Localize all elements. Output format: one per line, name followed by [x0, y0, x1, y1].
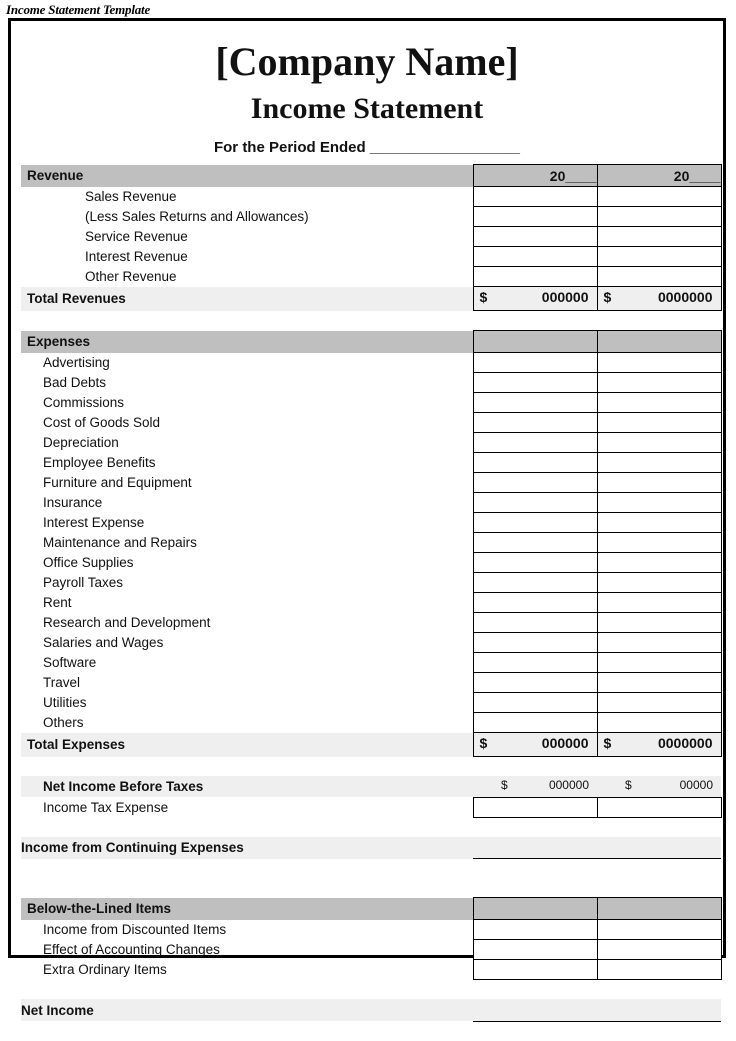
below-the-line-item-1-year1-input[interactable]: [473, 940, 597, 960]
below-the-line-item-label: Extra Ordinary Items: [43, 962, 167, 977]
total-revenues-year1[interactable]: [473, 287, 597, 311]
expense-item-label: Research and Development: [43, 615, 211, 630]
document-tab-label: Income Statement Template: [6, 2, 151, 17]
table-row: [21, 207, 721, 227]
expense-item-12-year2-input[interactable]: [597, 593, 721, 613]
expenses-header-year1-cell: [473, 331, 597, 353]
expense-item-2-year1-input[interactable]: [473, 393, 597, 413]
expense-item-label: Software: [43, 655, 97, 670]
net-income-rule-year2: [597, 1021, 721, 1041]
expense-item-label: Rent: [43, 595, 72, 610]
expense-item-label: Bad Debts: [43, 375, 107, 390]
expense-item-label: Insurance: [43, 495, 103, 510]
period-blank[interactable]: __________________: [369, 139, 521, 156]
revenue-item-4-year1-input[interactable]: [473, 267, 597, 287]
table-row: [21, 373, 721, 393]
expense-item-8-year1-input[interactable]: [473, 513, 597, 533]
expense-item-1-year2-input[interactable]: [597, 373, 721, 393]
revenue-item-label: Service Revenue: [85, 229, 188, 244]
currency-symbol: $: [479, 289, 488, 305]
income-tax-expense-row: [21, 797, 721, 817]
year1-header[interactable]: 20____: [473, 165, 597, 187]
period-label: For the Period Ended: [213, 139, 366, 156]
period-line: [21, 139, 713, 156]
expense-item-label: Interest Expense: [43, 515, 145, 530]
below-the-line-item-2-year1-input[interactable]: [473, 960, 597, 980]
net-income-year2-cell[interactable]: [597, 999, 721, 1021]
below-the-line-item-2-year2-input[interactable]: [597, 960, 721, 980]
total-expenses-year2-value: 0000000: [657, 735, 713, 751]
expense-item-label: Cost of Goods Sold: [43, 415, 161, 430]
expense-item-0-year2-input[interactable]: [597, 353, 721, 373]
total-revenues-row: [21, 287, 721, 311]
expenses-section-header: [21, 331, 721, 353]
continuing-rule-year2: [597, 859, 721, 879]
expense-item-14-year1-input[interactable]: [473, 633, 597, 653]
total-revenues-year1-value: 000000: [541, 289, 589, 305]
expense-item-13-year2-input[interactable]: [597, 613, 721, 633]
table-row: [21, 393, 721, 413]
income-tax-expense-year1-input[interactable]: [473, 797, 597, 817]
expense-item-label: Payroll Taxes: [43, 575, 124, 590]
currency-symbol: $: [625, 778, 632, 792]
table-row: [21, 593, 721, 613]
net-income-before-taxes-year2[interactable]: [597, 776, 721, 797]
total-expenses-year1-value: 000000: [541, 735, 589, 751]
net-income-row: [21, 999, 721, 1021]
net-income-before-taxes-row: [21, 776, 721, 797]
continuing-rule-year1: [473, 859, 597, 879]
below-the-line-section-header: [21, 898, 721, 920]
table-row: [21, 493, 721, 513]
revenue-item-1-year2-input[interactable]: [597, 207, 721, 227]
expense-item-1-year1-input[interactable]: [473, 373, 597, 393]
below-the-line-heading: Below-the-Lined Items: [27, 901, 172, 916]
statement-sheet: [8, 18, 726, 1018]
revenue-heading: Revenue: [27, 168, 84, 183]
table-row: [21, 573, 721, 593]
revenue-item-2-year2-input[interactable]: [597, 227, 721, 247]
currency-symbol: $: [603, 289, 612, 305]
table-row: [21, 940, 721, 960]
total-revenues-year2-value: 0000000: [657, 289, 713, 305]
expense-item-14-year2-input[interactable]: [597, 633, 721, 653]
expense-item-5-year2-input[interactable]: [597, 453, 721, 473]
table-row: [21, 247, 721, 267]
revenue-item-0-year2-input[interactable]: [597, 187, 721, 207]
expense-item-label: Maintenance and Repairs: [43, 535, 197, 550]
net-income-before-taxes-year1[interactable]: [473, 776, 597, 797]
table-row: [21, 920, 721, 940]
expense-item-18-year2-input[interactable]: [597, 713, 721, 733]
expense-item-18-year1-input[interactable]: [473, 713, 597, 733]
income-tax-expense-year2-input[interactable]: [597, 797, 721, 817]
expense-item-label: Utilities: [43, 695, 87, 710]
spacer: [21, 311, 721, 331]
table-row: [21, 433, 721, 453]
income-from-continuing-label: Income from Continuing Expenses: [21, 840, 244, 855]
statement-title: Income Statement: [250, 92, 484, 125]
expense-item-0-year1-input[interactable]: [473, 353, 597, 373]
table-row: [21, 553, 721, 573]
table-row: [21, 673, 721, 693]
revenue-item-label: Other Revenue: [85, 269, 177, 284]
expense-item-6-year1-input[interactable]: [473, 473, 597, 493]
table-row: [21, 453, 721, 473]
expense-item-3-year2-input[interactable]: [597, 413, 721, 433]
continuing-rule-row: [21, 859, 721, 879]
revenue-item-1-year1-input[interactable]: [473, 207, 597, 227]
revenue-item-2-year1-input[interactable]: [473, 227, 597, 247]
expense-item-11-year2-input[interactable]: [597, 573, 721, 593]
revenue-item-label: Interest Revenue: [85, 249, 188, 264]
expense-item-label: Others: [43, 715, 84, 730]
continuing-rule-spacer: [21, 859, 473, 879]
table-row: [21, 187, 721, 207]
total-expenses-label: Total Expenses: [27, 737, 126, 752]
table-row: [21, 227, 721, 247]
expense-item-10-year1-input[interactable]: [473, 553, 597, 573]
expense-item-13-year1-input[interactable]: [473, 613, 597, 633]
table-row: [21, 473, 721, 493]
expense-item-4-year2-input[interactable]: [597, 433, 721, 453]
expense-item-7-year1-input[interactable]: [473, 493, 597, 513]
expense-item-3-year1-input[interactable]: [473, 413, 597, 433]
net-income-before-taxes-year2-value: 00000: [679, 778, 713, 792]
total-expenses-row: [21, 733, 721, 757]
expense-item-label: Employee Benefits: [43, 455, 156, 470]
below-the-line-item-label: Effect of Accounting Changes: [43, 942, 220, 957]
revenue-item-3-year1-input[interactable]: [473, 247, 597, 267]
spacer: [21, 878, 721, 898]
expense-item-15-year1-input[interactable]: [473, 653, 597, 673]
expense-item-label: Travel: [43, 675, 81, 690]
expense-item-11-year1-input[interactable]: [473, 573, 597, 593]
below-the-line-header-year1-cell: [473, 898, 597, 920]
expense-item-label: Office Supplies: [43, 555, 134, 570]
expenses-heading: Expenses: [27, 334, 91, 349]
title-block: [21, 27, 713, 156]
table-row: [21, 693, 721, 713]
below-the-line-item-0-year2-input[interactable]: [597, 920, 721, 940]
income-from-continuing-row: [21, 837, 721, 859]
table-row: [21, 413, 721, 433]
table-row: [21, 533, 721, 553]
expense-item-label: Commissions: [43, 395, 125, 410]
currency-symbol: $: [479, 735, 488, 751]
expense-item-17-year1-input[interactable]: [473, 693, 597, 713]
expense-item-5-year1-input[interactable]: [473, 453, 597, 473]
table-row: [21, 513, 721, 533]
expense-item-4-year1-input[interactable]: [473, 433, 597, 453]
income-from-continuing-year1-cell[interactable]: [473, 837, 597, 859]
table-row: [21, 353, 721, 373]
expenses-header-year2-cell: [597, 331, 721, 353]
below-the-line-item-1-year2-input[interactable]: [597, 940, 721, 960]
spacer: [21, 757, 721, 777]
expense-item-label: Advertising: [43, 355, 110, 370]
net-income-rule-row: [21, 1021, 721, 1041]
income-from-continuing-year2-cell[interactable]: [597, 837, 721, 859]
below-the-line-item-label: Income from Discounted Items: [43, 922, 227, 937]
revenue-item-label: Sales Revenue: [85, 189, 177, 204]
table-row: [21, 713, 721, 733]
spacer: [21, 817, 721, 837]
below-the-line-item-0-year1-input[interactable]: [473, 920, 597, 940]
expense-item-2-year2-input[interactable]: [597, 393, 721, 413]
expense-item-15-year2-input[interactable]: [597, 653, 721, 673]
expense-item-label: Salaries and Wages: [43, 635, 164, 650]
net-income-rule-year1: [473, 1021, 597, 1041]
expense-item-12-year1-input[interactable]: [473, 593, 597, 613]
net-income-before-taxes-year1-value: 000000: [548, 778, 589, 792]
expense-item-17-year2-input[interactable]: [597, 693, 721, 713]
below-the-line-header-year2-cell: [597, 898, 721, 920]
total-expenses-year2[interactable]: [597, 733, 721, 757]
table-row: [21, 653, 721, 673]
expense-item-7-year2-input[interactable]: [597, 493, 721, 513]
expense-item-16-year2-input[interactable]: [597, 673, 721, 693]
net-income-rule-spacer: [21, 1021, 473, 1041]
net-income-year1-cell[interactable]: [473, 999, 597, 1021]
revenue-item-4-year2-input[interactable]: [597, 267, 721, 287]
net-income-before-taxes-label: Net Income Before Taxes: [43, 779, 204, 794]
expense-item-9-year2-input[interactable]: [597, 533, 721, 553]
income-tax-expense-label: Income Tax Expense: [43, 799, 169, 815]
revenue-item-label: (Less Sales Returns and Allowances): [85, 209, 309, 224]
table-row: [21, 613, 721, 633]
expense-item-8-year2-input[interactable]: [597, 513, 721, 533]
expense-item-label: Depreciation: [43, 435, 119, 450]
year2-header[interactable]: 20____: [597, 165, 721, 187]
table-row: [21, 633, 721, 653]
revenue-item-3-year2-input[interactable]: [597, 247, 721, 267]
company-name[interactable]: [Company Name]: [215, 39, 519, 84]
expense-item-6-year2-input[interactable]: [597, 473, 721, 493]
table-row: [21, 267, 721, 287]
revenue-section-header: [21, 165, 721, 187]
total-revenues-label: Total Revenues: [27, 291, 126, 306]
expense-item-label: Furniture and Equipment: [43, 475, 192, 490]
currency-symbol: $: [501, 778, 508, 792]
currency-symbol: $: [603, 735, 612, 751]
statement-table: [21, 164, 722, 1041]
net-income-label: Net Income: [21, 1002, 94, 1018]
revenue-item-0-year1-input[interactable]: [473, 187, 597, 207]
total-expenses-year1[interactable]: [473, 733, 597, 757]
total-revenues-year2[interactable]: [597, 287, 721, 311]
expense-item-9-year1-input[interactable]: [473, 533, 597, 553]
expense-item-16-year1-input[interactable]: [473, 673, 597, 693]
expense-item-10-year2-input[interactable]: [597, 553, 721, 573]
spacer: [21, 980, 721, 1000]
table-row: [21, 960, 721, 980]
